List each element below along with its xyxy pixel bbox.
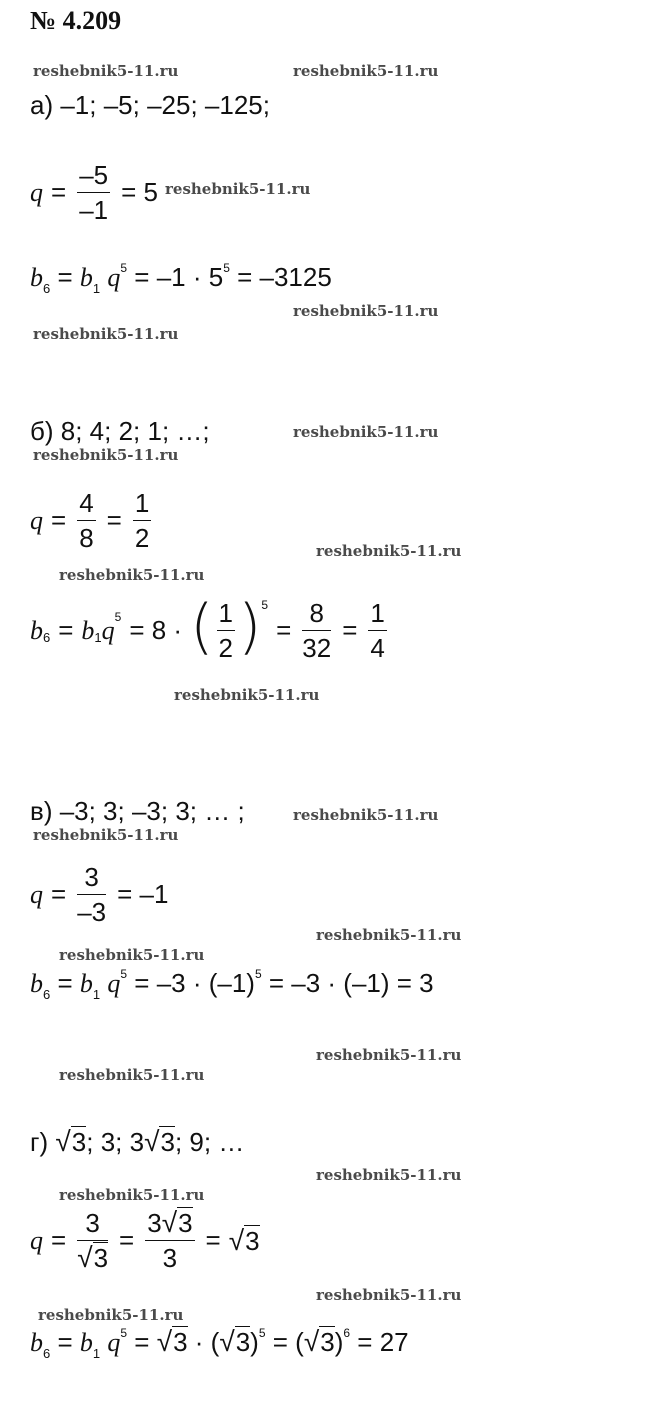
subscript: 1 — [92, 987, 101, 1002]
watermark: reshebnik5-11.ru — [174, 686, 320, 704]
radicand: 3 — [173, 1327, 188, 1357]
denominator: 3 — [162, 1243, 178, 1273]
watermark: reshebnik5-11.ru — [38, 1306, 184, 1324]
exponent: 5 — [114, 609, 122, 624]
numerator: 8 — [302, 596, 331, 631]
equals-sign: = — [119, 1225, 135, 1255]
left-paren: ( — [190, 591, 214, 662]
numerator: –5 — [77, 158, 110, 193]
subscript: 1 — [92, 1346, 101, 1361]
denominator: 8 — [79, 523, 94, 553]
watermark: reshebnik5-11.ru — [316, 926, 462, 944]
exponent: 5 — [258, 1326, 266, 1340]
expression: = –1 · 5 — [134, 262, 224, 292]
numerator — [145, 1206, 194, 1241]
right-paren: ) — [237, 591, 262, 662]
ratio-result: = 5 — [121, 177, 158, 207]
separator: ; — [86, 1127, 94, 1157]
denominator: 2 — [134, 523, 150, 553]
var-q: q — [30, 879, 43, 909]
equals-sign: = — [51, 879, 67, 909]
numerator: 1 — [133, 486, 151, 521]
radicand: 3 — [71, 1127, 87, 1157]
var-b: b — [30, 263, 43, 292]
radicand: 3 — [245, 1225, 260, 1256]
subscript: 1 — [94, 630, 102, 645]
page-title: № 4.209 — [30, 6, 122, 35]
exponent: 5 — [120, 967, 128, 981]
result: = 27 — [357, 1327, 409, 1357]
fraction — [302, 596, 331, 665]
var-q: q — [101, 615, 115, 645]
var-q: q — [107, 1328, 121, 1357]
radical-sign-icon: √ — [156, 1326, 173, 1357]
term: 3; — [100, 1127, 123, 1157]
var-b: b — [81, 615, 95, 645]
numerator: 1 — [368, 596, 386, 631]
part-c-sequence: в) –3; 3; –3; 3; … ; — [30, 796, 245, 826]
watermark: reshebnik5-11.ru — [59, 1186, 205, 1204]
equals-sign: = — [276, 615, 292, 645]
fraction — [133, 486, 151, 555]
coefficient: 3 — [129, 1127, 145, 1157]
var-b: b — [79, 1328, 93, 1357]
var-q: q — [30, 177, 43, 207]
expression: = –3 · (–1) — [134, 968, 255, 998]
watermark: reshebnik5-11.ru — [316, 542, 462, 560]
fraction — [77, 158, 110, 227]
var-q: q — [107, 263, 121, 292]
radical-sign-icon: √ — [303, 1326, 320, 1357]
radicand: 3 — [160, 1127, 175, 1157]
equals-sign: = — [51, 177, 67, 207]
denominator: –3 — [77, 897, 107, 927]
exponent: 5 — [223, 261, 230, 275]
watermark: reshebnik5-11.ru — [293, 423, 439, 441]
watermark: reshebnik5-11.ru — [33, 446, 179, 464]
expression: = 8 · — [129, 615, 183, 645]
equals-sign: = — [342, 615, 358, 645]
sqrt — [219, 1326, 250, 1358]
equals-sign: = — [106, 505, 122, 535]
numerator: 3 — [77, 1206, 108, 1241]
part-d-sequence — [30, 1126, 244, 1158]
radical-sign-icon: √ — [144, 1126, 160, 1157]
radicand: 3 — [93, 1243, 109, 1273]
watermark: reshebnik5-11.ru — [293, 302, 439, 320]
watermark: reshebnik5-11.ru — [293, 62, 439, 80]
watermark: reshebnik5-11.ru — [293, 806, 439, 824]
subscript: 6 — [43, 630, 51, 645]
part-a-b6: $b_6 = b_1$ $q^5 = -1 \cdot 5^5 = -3125$ — [30, 261, 332, 296]
term: 9; … — [189, 1127, 245, 1157]
var-b: b — [79, 969, 93, 998]
expression: = –3 · (–1) = 3 — [268, 968, 434, 998]
watermark: reshebnik5-11.ru — [33, 325, 179, 343]
numerator: 3 — [77, 860, 106, 895]
equals-sign: = — [51, 505, 67, 535]
part-c-ratio — [30, 860, 168, 929]
radical-sign-icon: √ — [77, 1242, 93, 1273]
denominator: 4 — [370, 633, 385, 663]
equals-sign: = — [205, 1225, 221, 1255]
watermark: reshebnik5-11.ru — [33, 62, 179, 80]
var-q: q — [30, 505, 43, 535]
part-b-b6 — [30, 591, 390, 665]
denominator — [77, 1241, 108, 1275]
part-d-b6: $b_6 = b_1$ $q^5 = √3 \cdot (√3)^5 = (√3)^6 = 27$ — [30, 1326, 409, 1361]
var-b: b — [79, 263, 93, 292]
sqrt — [55, 1126, 86, 1158]
fraction — [77, 860, 106, 929]
subscript: 6 — [43, 1346, 51, 1361]
denominator: 32 — [302, 633, 332, 663]
sqrt — [229, 1225, 260, 1257]
result: = –3125 — [237, 262, 332, 292]
equals-sign: = — [51, 1225, 67, 1255]
watermark: reshebnik5-11.ru — [316, 1286, 462, 1304]
numerator: 4 — [77, 486, 95, 521]
radicand: 3 — [320, 1327, 335, 1357]
part-a-ratio — [30, 158, 158, 227]
coefficient: 3 — [147, 1208, 162, 1238]
separator: ; — [174, 1127, 183, 1157]
part-label: г) — [30, 1127, 49, 1157]
subscript: 6 — [43, 281, 51, 296]
var-b: b — [30, 615, 43, 645]
exponent: 5 — [261, 597, 269, 612]
watermark: reshebnik5-11.ru — [59, 566, 205, 584]
equals-sign: = — [58, 615, 74, 645]
watermark: reshebnik5-11.ru — [59, 1066, 205, 1084]
radical-sign-icon: √ — [219, 1326, 235, 1357]
fraction — [77, 486, 95, 555]
numerator: 1 — [217, 596, 235, 631]
part-a-sequence: а) –1; –5; –25; –125; — [30, 90, 270, 120]
part-b-sequence: б) 8; 4; 2; 1; …; — [30, 416, 210, 446]
exponent: 6 — [343, 1326, 351, 1340]
radical-sign-icon: √ — [228, 1224, 245, 1256]
sqrt — [144, 1126, 175, 1158]
fraction — [368, 596, 386, 665]
radicand: 3 — [178, 1208, 193, 1238]
fraction — [77, 1206, 108, 1275]
fraction — [217, 596, 235, 665]
var-q: q — [30, 1225, 43, 1255]
var-b: b — [30, 969, 43, 998]
exponent: 5 — [254, 967, 262, 981]
subscript: 1 — [92, 281, 101, 296]
radical-sign-icon: √ — [161, 1207, 178, 1238]
watermark: reshebnik5-11.ru — [59, 946, 205, 964]
var-b: b — [30, 1328, 43, 1357]
watermark: reshebnik5-11.ru — [316, 1166, 462, 1184]
denominator: –1 — [79, 195, 109, 225]
watermark: reshebnik5-11.ru — [165, 180, 311, 198]
radical-sign-icon: √ — [55, 1126, 71, 1157]
subscript: 6 — [43, 987, 51, 1002]
part-c-b6: $b_6 = b_1$ $q^5 = -3 \cdot (-1)^5 = -3 \cdot (-1) = 3$ — [30, 967, 434, 1002]
exponent: 5 — [120, 1326, 128, 1340]
exponent: 5 — [120, 261, 128, 275]
watermark: reshebnik5-11.ru — [33, 826, 179, 844]
watermark: reshebnik5-11.ru — [316, 1046, 462, 1064]
fraction — [145, 1206, 194, 1275]
var-q: q — [107, 969, 121, 998]
sqrt — [157, 1326, 188, 1358]
sqrt — [304, 1326, 335, 1358]
part-b-ratio — [30, 486, 154, 555]
ratio-result: = –1 — [117, 879, 169, 909]
part-d-ratio — [30, 1206, 260, 1275]
radicand: 3 — [235, 1327, 251, 1357]
denominator: 2 — [218, 633, 233, 663]
